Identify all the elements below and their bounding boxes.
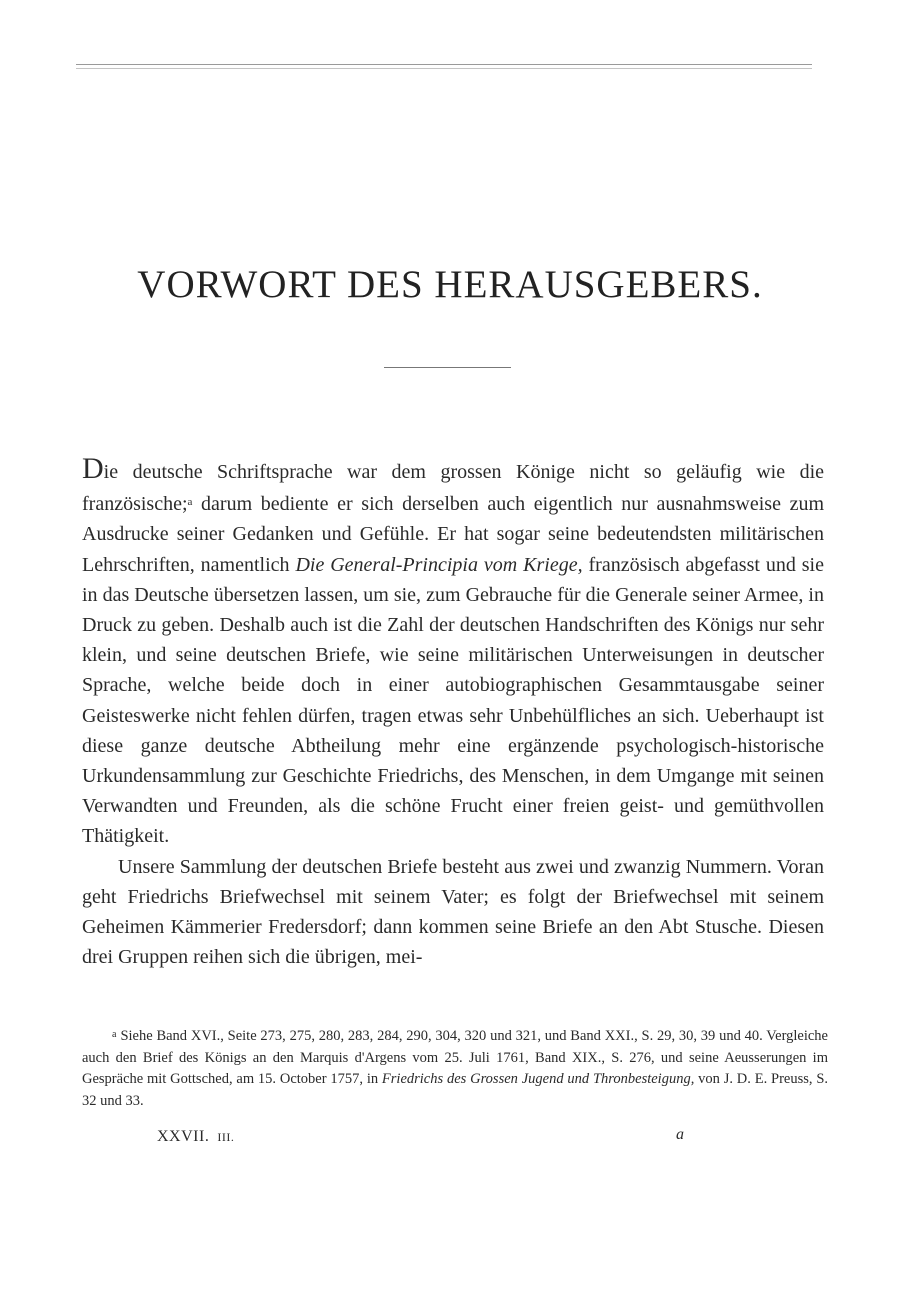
- top-rule: [76, 64, 812, 65]
- paragraph-2: Unsere Sammlung der deutschen Briefe besteht aus zwei und zwanzig Nummern. Voran geht Friedrichs Briefwechsel mit seinem Vater; es folgt der Briefwechsel mit seinem Geheimen Kämmerier Fredersdorf; dann kommen seine Briefe an den Abt Stusche. Diesen drei Gruppen reihen sich die übrigen, mei-: [82, 855, 824, 969]
- signature-part: III.: [217, 1130, 235, 1144]
- sheet-letter: a: [676, 1126, 684, 1143]
- printer-signature: [157, 1128, 234, 1146]
- footnote-marker: a: [112, 1029, 117, 1040]
- title-divider: [384, 367, 511, 368]
- footnote-reference: a: [187, 496, 193, 509]
- top-rule-secondary: [76, 68, 812, 69]
- footnote: [82, 1024, 828, 1112]
- body-text: [82, 452, 824, 972]
- footnote-text-1: Siehe Band XVI., Seite 273, 275, 280, 283, 284, 290, 304, 320 und 321, und Band XXI., S. 29, 30, 39 und 40. Vergleiche auch den Brief des Königs an den Marquis d'Argens vom 25. Juli 1761, Band XIX., S. 276, und seine Aeusserungen im Gespräche mit Gottsched, am 15. October 1757, in: [82, 1028, 828, 1087]
- page-title: VORWORT DES HERAUSGEBERS.: [137, 263, 763, 306]
- signature-volume: XXVII.: [157, 1128, 210, 1145]
- paragraph-1: [82, 452, 824, 852]
- paragraph-1-part-3: französisch abgefasst und sie in das Deutsche übersetzen lassen, um sie, zum Gebrauche für die Generale seiner Armee, in Druck zu geben. Deshalb auch ist die Zahl der deutschen Handschriften des Königs nur sehr klein, und seine deutschen Briefe, wie seine militärischen Unterweisungen in deutscher Sprache, welche beide doch in einer autobiographischen Gesammtausgabe seiner Geisteswerke nicht fehlen dürfen, tragen etwas sehr Unbehülfliches an sich. Ueberhaupt ist diese ganze deutsche Abtheilung mehr eine ergänzende psychologisch-historische Urkundensammlung zur Geschichte Friedrichs, des Menschen, in dem Umgange mit seinen Verwandten und Freunden, als die schöne Frucht einer freien geist- und gemüthvollen Thätigkeit.: [82, 553, 824, 848]
- drop-cap: D: [82, 452, 104, 485]
- paragraph-1-part-1: ie deutsche Schriftsprache war dem grossen Könige nicht so geläufig wie die französische;: [82, 461, 824, 516]
- paragraph-1-part-2: darum bediente er sich derselben auch eigentlich nur ausnahmsweise zum Ausdrucke seiner Gedanken und Gefühle. Er hat sogar seine bedeutendsten militärischen Lehrschriften, namentlich: [82, 493, 824, 576]
- footnote-italic-title: Friedrichs des Grossen Jugend und Thronbesteigung,: [381, 1071, 695, 1087]
- footnote-text-2: von J. D. E. Preuss, S. 32 und 33.: [82, 1071, 829, 1109]
- italic-work-title: Die General-Principia vom Kriege,: [295, 553, 583, 576]
